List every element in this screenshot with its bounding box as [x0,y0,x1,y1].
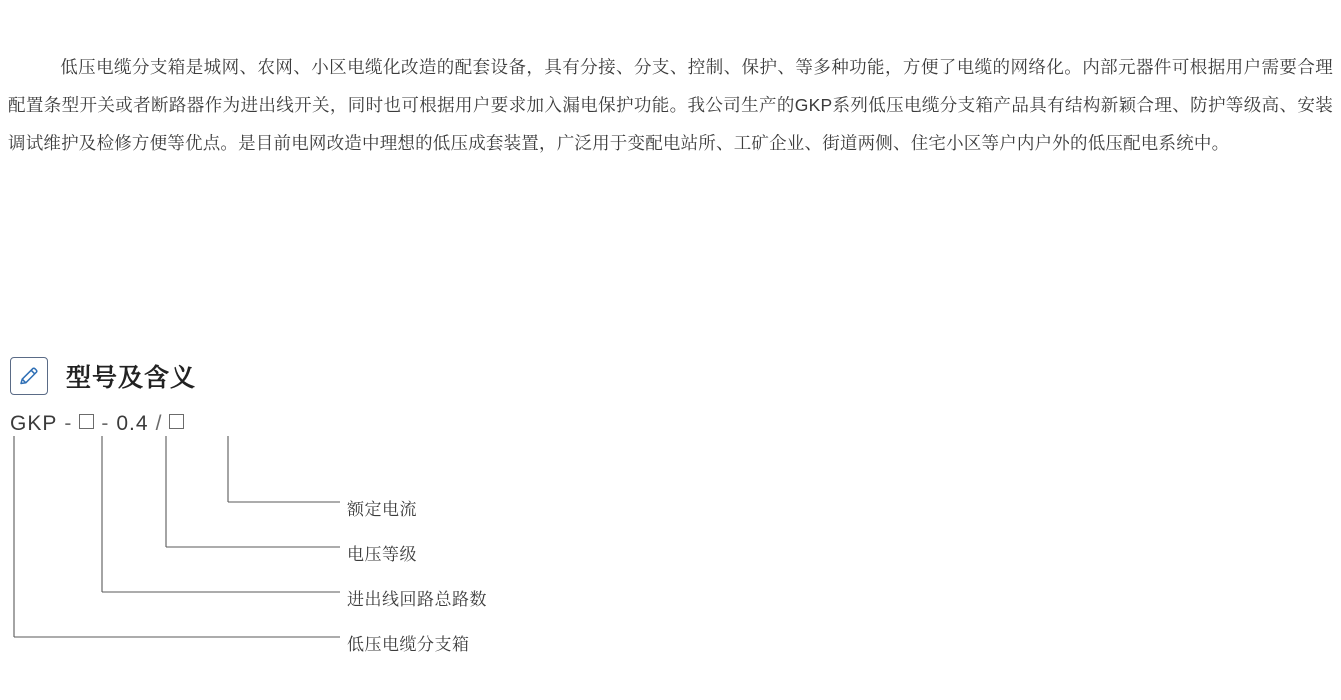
callout-label-product-name: 低压电缆分支箱 [347,635,470,654]
intro-paragraph [8,48,1333,162]
callout-label-rated-current: 额定电流 [347,500,417,519]
model-placeholder-box-2 [169,414,184,429]
intro-text: 低压电缆分支箱是城网、农网、小区电缆化改造的配套设备，具有分接、分支、控制、保护、等多种功能，方便了电缆的网络化。内部元器件可根据用户需要合理配置条型开关或者断路器作为进出线开关，同时也可根据用户要求加入漏电保护功能。我公司生产的GKP系列低压电缆分支箱产品具有结构新颖合理、防护等级高、安装调试维护及检修方便等优点。是目前电网改造中理想的低压成套装置，广泛用于变配电站所、工矿企业、街道两侧、住宅小区等户内户外的低压配电系统中。 [8,56,1333,153]
model-dash-1: - [64,412,73,435]
model-code-line [10,412,184,436]
callout-label-circuit-count: 进出线回路总路数 [347,590,487,609]
model-prefix: GKP [10,412,58,435]
model-dash-2: - [101,412,110,435]
section-title: 型号及含义 [66,364,197,392]
pencil-edit-icon [10,357,48,395]
model-placeholder-box-1 [79,414,94,429]
model-slash: / [155,412,163,435]
callout-label-voltage-level: 电压等级 [347,545,417,564]
model-voltage: 0.4 [116,412,149,435]
section-heading [10,357,196,395]
